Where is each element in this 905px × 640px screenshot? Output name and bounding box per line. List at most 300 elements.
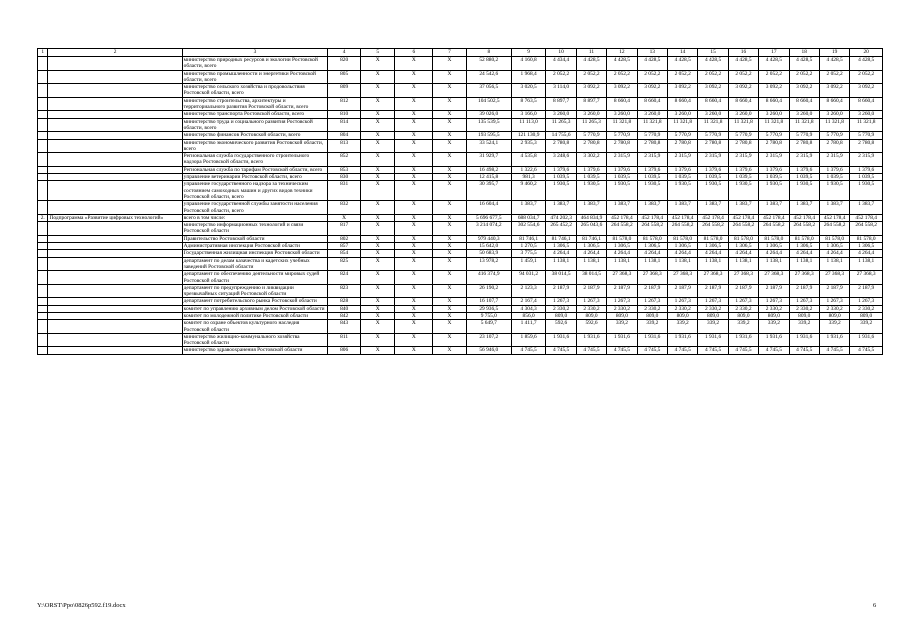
mark-cell: X <box>360 250 395 257</box>
table-row <box>38 222 883 236</box>
executor-name-cell: министерство строительства, архитектуры и территориального развития Ростовской области, всего <box>182 97 328 111</box>
amount-cell: 14 755,6 <box>546 132 576 139</box>
column-number: 12 <box>607 49 637 57</box>
amount-cell: 452 178,4 <box>819 214 849 221</box>
amount-cell: 2 052,2 <box>789 70 819 84</box>
amount-cell: 1 379,6 <box>667 166 697 173</box>
code-cell: 813 <box>328 139 361 153</box>
amount-cell: 27 368,3 <box>637 271 667 285</box>
amount-cell: 3 260,0 <box>728 111 758 118</box>
program-name-cell <box>48 312 182 319</box>
amount-cell: 27 368,3 <box>850 271 883 285</box>
executor-name-cell: министерство транспорта Ростовской области, всего <box>182 111 328 118</box>
table-row <box>38 166 883 173</box>
amount-cell: 1 931,6 <box>819 333 849 347</box>
table-row <box>38 118 883 132</box>
amount-cell: 1 383,7 <box>819 201 849 215</box>
mark-cell: X <box>433 298 467 305</box>
mark-cell: X <box>433 235 467 242</box>
table-row <box>38 312 883 319</box>
amount-cell: 81 746,1 <box>511 235 546 242</box>
amount-cell: 1 138,1 <box>789 257 819 271</box>
amount-cell: 38 014,5 <box>546 271 576 285</box>
amount-cell: 1 039,5 <box>819 174 849 181</box>
column-number: 14 <box>667 49 697 57</box>
amount-cell: 1 930,5 <box>819 181 849 201</box>
amount-cell: 1 930,5 <box>667 181 697 201</box>
amount-cell: 1 931,6 <box>759 333 789 347</box>
mark-cell: X <box>360 139 395 153</box>
table-row <box>38 132 883 139</box>
amount-cell: 1 267,3 <box>789 298 819 305</box>
amount-cell: 2 935,3 <box>511 139 546 153</box>
amount-cell: 1 039,5 <box>850 174 883 181</box>
mark-cell: X <box>360 118 395 132</box>
amount-cell: 5 770,9 <box>819 132 849 139</box>
amount-cell: 52 880,2 <box>466 57 511 71</box>
amount-cell: 1 931,6 <box>667 333 697 347</box>
amount-cell: 4 535,8 <box>511 153 546 167</box>
amount-cell: 3 092,2 <box>850 84 883 98</box>
executor-name-cell: министерство сельского хозяйства и продовольствия Ростовской области, всего <box>182 84 328 98</box>
amount-cell: 50 683,9 <box>466 250 511 257</box>
mark-cell: X <box>360 271 395 285</box>
amount-cell: 1 306,5 <box>698 243 728 250</box>
amount-cell: 452 178,4 <box>728 214 758 221</box>
program-name-cell <box>48 153 182 167</box>
table-row <box>38 97 883 111</box>
column-number: 16 <box>728 49 758 57</box>
row-number-cell <box>38 132 48 139</box>
amount-cell: 4 264,4 <box>728 250 758 257</box>
amount-cell: 2 315,9 <box>667 153 697 167</box>
amount-cell: 2 315,9 <box>637 153 667 167</box>
amount-cell: 8 660,4 <box>728 97 758 111</box>
mark-cell: X <box>360 235 395 242</box>
mark-cell: X <box>433 284 467 298</box>
amount-cell: 3 260,0 <box>576 111 606 118</box>
mark-cell: X <box>433 57 467 71</box>
amount-cell: 2 330,2 <box>819 305 849 312</box>
amount-cell: 81 746,1 <box>576 235 606 242</box>
code-cell: 810 <box>328 111 361 118</box>
amount-cell: 2 330,2 <box>728 305 758 312</box>
amount-cell: 38 014,5 <box>576 271 606 285</box>
amount-cell: 81 578,0 <box>698 235 728 242</box>
column-number: 6 <box>395 49 433 57</box>
amount-cell: 3 214 074,2 <box>466 222 511 236</box>
column-number: 19 <box>819 49 849 57</box>
amount-cell: 3 260,0 <box>546 111 576 118</box>
amount-cell: 8 660,4 <box>819 97 849 111</box>
amount-cell: 3 260,0 <box>637 111 667 118</box>
amount-cell: 4 745,5 <box>607 347 637 354</box>
amount-cell: 1 138,1 <box>607 257 637 271</box>
amount-cell: 3 092,2 <box>759 84 789 98</box>
amount-cell: 8 660,4 <box>607 97 637 111</box>
executor-name-cell: департамент по делам казачества и кадетских учебных заведений Ростовской области <box>182 257 328 271</box>
mark-cell: X <box>433 181 467 201</box>
program-name-cell <box>48 284 182 298</box>
program-name-cell <box>48 333 182 347</box>
amount-cell: 1 039,5 <box>546 174 576 181</box>
column-number: 17 <box>759 49 789 57</box>
amount-cell: 4 745,5 <box>546 347 576 354</box>
mark-cell: X <box>395 57 433 71</box>
mark-cell: X <box>360 84 395 98</box>
amount-cell: 3 092,2 <box>819 84 849 98</box>
amount-cell: 2 780,8 <box>667 139 697 153</box>
program-name-cell <box>48 70 182 84</box>
amount-cell: 37 056,5 <box>466 84 511 98</box>
mark-cell: X <box>433 174 467 181</box>
amount-cell: 809,0 <box>728 312 758 319</box>
amount-cell: 1 931,6 <box>576 333 606 347</box>
mark-cell: X <box>395 174 433 181</box>
amount-cell: 9 460,2 <box>511 181 546 201</box>
program-name-cell <box>48 84 182 98</box>
amount-cell: 81 746,1 <box>546 235 576 242</box>
amount-cell: 11 113,0 <box>511 118 546 132</box>
mark-cell: X <box>360 257 395 271</box>
mark-cell: X <box>433 320 467 334</box>
mark-cell: X <box>433 139 467 153</box>
program-name-cell <box>48 257 182 271</box>
mark-cell: X <box>395 222 433 236</box>
amount-cell: 809,0 <box>759 312 789 319</box>
mark-cell: X <box>360 305 395 312</box>
amount-cell: 8 660,4 <box>667 97 697 111</box>
amount-cell: 464 834,9 <box>576 214 606 221</box>
amount-cell: 2 330,2 <box>698 305 728 312</box>
amount-cell: 4 428,5 <box>850 57 883 71</box>
table-row <box>38 333 883 347</box>
amount-cell: 4 428,5 <box>789 57 819 71</box>
page-number: 6 <box>873 602 877 609</box>
row-number-cell <box>38 243 48 250</box>
program-name-cell <box>48 243 182 250</box>
table-row <box>38 57 883 71</box>
mark-cell: X <box>395 166 433 173</box>
amount-cell: 1 383,7 <box>728 201 758 215</box>
amount-cell: 5 770,9 <box>698 132 728 139</box>
table-row <box>38 243 883 250</box>
code-cell: 806 <box>328 347 361 354</box>
amount-cell: 56 946,0 <box>466 347 511 354</box>
amount-cell: 11 321,8 <box>819 118 849 132</box>
amount-cell: 2 052,2 <box>759 70 789 84</box>
program-name-cell <box>48 347 182 354</box>
table-row <box>38 181 883 201</box>
table-row <box>38 271 883 285</box>
amount-cell: 264 558,2 <box>789 222 819 236</box>
mark-cell: X <box>360 132 395 139</box>
amount-cell: 1 306,5 <box>546 243 576 250</box>
amount-cell: 809,0 <box>546 312 576 319</box>
amount-cell: 5 770,9 <box>576 132 606 139</box>
amount-cell: 1 306,5 <box>667 243 697 250</box>
amount-cell: 2 780,8 <box>607 139 637 153</box>
amount-cell: 29 936,5 <box>466 305 511 312</box>
amount-cell: 16 604,4 <box>466 201 511 215</box>
amount-cell: 1 379,6 <box>607 166 637 173</box>
program-name-cell <box>48 305 182 312</box>
amount-cell: 4 745,5 <box>728 347 758 354</box>
amount-cell: 2 187,9 <box>546 284 576 298</box>
mark-cell: X <box>360 347 395 354</box>
amount-cell: 4 264,4 <box>607 250 637 257</box>
amount-cell: 5 770,9 <box>850 132 883 139</box>
amount-cell: 3 260,0 <box>850 111 883 118</box>
mark-cell: X <box>395 84 433 98</box>
amount-cell: 2 330,2 <box>637 305 667 312</box>
amount-cell: 1 138,1 <box>637 257 667 271</box>
amount-cell: 809,0 <box>607 312 637 319</box>
mark-cell: X <box>433 111 467 118</box>
amount-cell: 2 167,4 <box>511 298 546 305</box>
amount-cell: 1 383,7 <box>759 201 789 215</box>
mark-cell: X <box>360 214 395 221</box>
program-name-cell <box>48 271 182 285</box>
row-number-cell <box>38 333 48 347</box>
code-cell: 830 <box>328 174 361 181</box>
amount-cell: 8 660,4 <box>637 97 667 111</box>
amount-cell: 809,0 <box>667 312 697 319</box>
amount-cell: 265 043,6 <box>576 222 606 236</box>
amount-cell: 15 642,0 <box>466 243 511 250</box>
amount-cell: 339,2 <box>819 320 849 334</box>
amount-cell: 193 595,5 <box>466 132 511 139</box>
amount-cell: 3 260,0 <box>607 111 637 118</box>
amount-cell: 1 383,7 <box>607 201 637 215</box>
amount-cell: 81 578,0 <box>789 235 819 242</box>
column-number: 8 <box>466 49 511 57</box>
code-cell: 842 <box>328 312 361 319</box>
amount-cell: 1 039,5 <box>607 174 637 181</box>
table-row <box>38 174 883 181</box>
code-cell: 828 <box>328 298 361 305</box>
mark-cell: X <box>395 284 433 298</box>
executor-name-cell: департамент по обеспечению деятельности мировых судей Ростовской области <box>182 271 328 285</box>
amount-cell: 16 107,7 <box>466 298 511 305</box>
executor-name-cell: управление ветеринарии Ростовской области, всего <box>182 174 328 181</box>
row-number-cell <box>38 111 48 118</box>
amount-cell: 81 578,0 <box>637 235 667 242</box>
amount-cell: 81 578,0 <box>850 235 883 242</box>
amount-cell: 1 306,5 <box>576 243 606 250</box>
amount-cell: 452 178,4 <box>637 214 667 221</box>
amount-cell: 1 306,5 <box>607 243 637 250</box>
amount-cell: 1 931,6 <box>698 333 728 347</box>
amount-cell: 11 321,8 <box>667 118 697 132</box>
amount-cell: 94 031,2 <box>511 271 546 285</box>
mark-cell: X <box>395 298 433 305</box>
amount-cell: 264 558,2 <box>667 222 697 236</box>
executor-name-cell: министерство финансов Ростовской области, всего <box>182 132 328 139</box>
mark-cell: X <box>360 153 395 167</box>
amount-cell: 27 368,3 <box>667 271 697 285</box>
amount-cell: 1 931,6 <box>607 333 637 347</box>
row-number-cell <box>38 181 48 201</box>
code-cell: 820 <box>328 57 361 71</box>
amount-cell: 1 930,5 <box>637 181 667 201</box>
table-row <box>38 235 883 242</box>
amount-cell: 2 330,2 <box>607 305 637 312</box>
amount-cell: 31 929,7 <box>466 153 511 167</box>
amount-cell: 1 930,5 <box>607 181 637 201</box>
amount-cell: 27 368,3 <box>819 271 849 285</box>
amount-cell: 8 897,7 <box>546 97 576 111</box>
row-number-cell <box>38 235 48 242</box>
amount-cell: 2 187,9 <box>607 284 637 298</box>
column-number: 18 <box>789 49 819 57</box>
executor-name-cell: министерство экономического развития Ростовской области, всего <box>182 139 328 153</box>
executor-name-cell: Региональная служба по тарифам Ростовской области, всего <box>182 166 328 173</box>
table-row <box>38 298 883 305</box>
executor-name-cell: министерство природных ресурсов и экологии Ростовской области, всего <box>182 57 328 71</box>
mark-cell: X <box>395 271 433 285</box>
column-number: 11 <box>576 49 606 57</box>
code-cell: 811 <box>328 333 361 347</box>
amount-cell: 4 428,5 <box>576 57 606 71</box>
amount-cell: 11 321,8 <box>728 118 758 132</box>
amount-cell: 1 930,5 <box>789 181 819 201</box>
code-cell: 857 <box>328 243 361 250</box>
table-row <box>38 305 883 312</box>
amount-cell: 3 092,2 <box>576 84 606 98</box>
amount-cell: 11 321,8 <box>637 118 667 132</box>
amount-cell: 2 315,9 <box>698 153 728 167</box>
amount-cell: 4 428,5 <box>698 57 728 71</box>
amount-cell: 2 187,9 <box>698 284 728 298</box>
amount-cell: 1 039,5 <box>789 174 819 181</box>
code-cell: 814 <box>328 118 361 132</box>
program-name-cell <box>48 118 182 132</box>
amount-cell: 4 264,4 <box>546 250 576 257</box>
amount-cell: 3 302,2 <box>576 153 606 167</box>
amount-cell: 1 931,6 <box>789 333 819 347</box>
amount-cell: 1 306,5 <box>637 243 667 250</box>
amount-cell: 2 187,9 <box>637 284 667 298</box>
amount-cell: 1 267,3 <box>607 298 637 305</box>
amount-cell: 2 187,9 <box>819 284 849 298</box>
amount-cell: 2 780,8 <box>698 139 728 153</box>
amount-cell: 3 114,0 <box>546 84 576 98</box>
amount-cell: 2 315,9 <box>759 153 789 167</box>
amount-cell: 452 178,4 <box>789 214 819 221</box>
mark-cell: X <box>433 347 467 354</box>
amount-cell: 2 187,9 <box>759 284 789 298</box>
amount-cell: 3 092,2 <box>728 84 758 98</box>
mark-cell: X <box>433 166 467 173</box>
column-number: 3 <box>182 49 328 57</box>
amount-cell: 264 558,2 <box>637 222 667 236</box>
table-row <box>38 70 883 84</box>
mark-cell: X <box>395 235 433 242</box>
program-name-cell <box>48 174 182 181</box>
amount-cell: 1 379,6 <box>759 166 789 173</box>
amount-cell: 27 368,3 <box>759 271 789 285</box>
row-number-cell <box>38 257 48 271</box>
mark-cell: X <box>395 320 433 334</box>
amount-cell: 2 780,8 <box>637 139 667 153</box>
amount-cell: 1 379,6 <box>698 166 728 173</box>
amount-cell: 592,6 <box>546 320 576 334</box>
table-row <box>38 84 883 98</box>
column-number: 5 <box>360 49 395 57</box>
amount-cell: 5 770,9 <box>789 132 819 139</box>
column-number: 2 <box>48 49 182 57</box>
amount-cell: 2 780,8 <box>819 139 849 153</box>
amount-cell: 452 178,4 <box>850 214 883 221</box>
amount-cell: 27 368,3 <box>728 271 758 285</box>
amount-cell: 11 265,3 <box>576 118 606 132</box>
mark-cell: X <box>395 305 433 312</box>
amount-cell: 1 138,1 <box>546 257 576 271</box>
amount-cell: 1 138,1 <box>698 257 728 271</box>
amount-cell: 1 379,6 <box>637 166 667 173</box>
mark-cell: X <box>433 118 467 132</box>
amount-cell: 452 178,4 <box>759 214 789 221</box>
amount-cell: 1 383,7 <box>576 201 606 215</box>
table-row <box>38 250 883 257</box>
amount-cell: 23 107,2 <box>466 333 511 347</box>
amount-cell: 13 978,2 <box>466 257 511 271</box>
mark-cell: X <box>395 70 433 84</box>
mark-cell: X <box>395 214 433 221</box>
amount-cell: 1 930,5 <box>850 181 883 201</box>
mark-cell: X <box>395 333 433 347</box>
table-row <box>38 214 883 221</box>
mark-cell: X <box>360 70 395 84</box>
code-cell: 832 <box>328 201 361 215</box>
row-number-cell <box>38 347 48 354</box>
amount-cell: 2 780,8 <box>728 139 758 153</box>
amount-cell: 4 745,5 <box>667 347 697 354</box>
row-number-cell <box>38 70 48 84</box>
amount-cell: 339,2 <box>850 320 883 334</box>
mark-cell: X <box>395 347 433 354</box>
amount-cell: 2 052,2 <box>637 70 667 84</box>
mark-cell: X <box>395 201 433 215</box>
amount-cell: 1 379,6 <box>850 166 883 173</box>
amount-cell: 2 330,2 <box>789 305 819 312</box>
executor-name-cell: Региональная служба государственного строительного надзора Ростовской области, всего <box>182 153 328 167</box>
amount-cell: 3 020,5 <box>511 84 546 98</box>
column-number: 13 <box>637 49 667 57</box>
amount-cell: 339,2 <box>637 320 667 334</box>
amount-cell: 1 383,7 <box>637 201 667 215</box>
amount-cell: 2 780,8 <box>576 139 606 153</box>
amount-cell: 1 930,5 <box>759 181 789 201</box>
row-number-cell <box>38 166 48 173</box>
row-number-cell <box>38 298 48 305</box>
amount-cell: 809,0 <box>698 312 728 319</box>
code-cell: 802 <box>328 235 361 242</box>
amount-cell: 5 770,9 <box>607 132 637 139</box>
amount-cell: 8 763,5 <box>511 97 546 111</box>
amount-cell: 1 039,5 <box>576 174 606 181</box>
amount-cell: 2 187,9 <box>789 284 819 298</box>
executor-name-cell: комитет по охране объектов культурного наследия Ростовской области <box>182 320 328 334</box>
mark-cell: X <box>395 139 433 153</box>
code-cell: 831 <box>328 181 361 201</box>
amount-cell: 4 428,5 <box>607 57 637 71</box>
amount-cell: 8 897,7 <box>576 97 606 111</box>
row-number-cell: 2. <box>38 214 48 221</box>
amount-cell: 9 755,0 <box>466 312 511 319</box>
program-name-cell <box>48 222 182 236</box>
